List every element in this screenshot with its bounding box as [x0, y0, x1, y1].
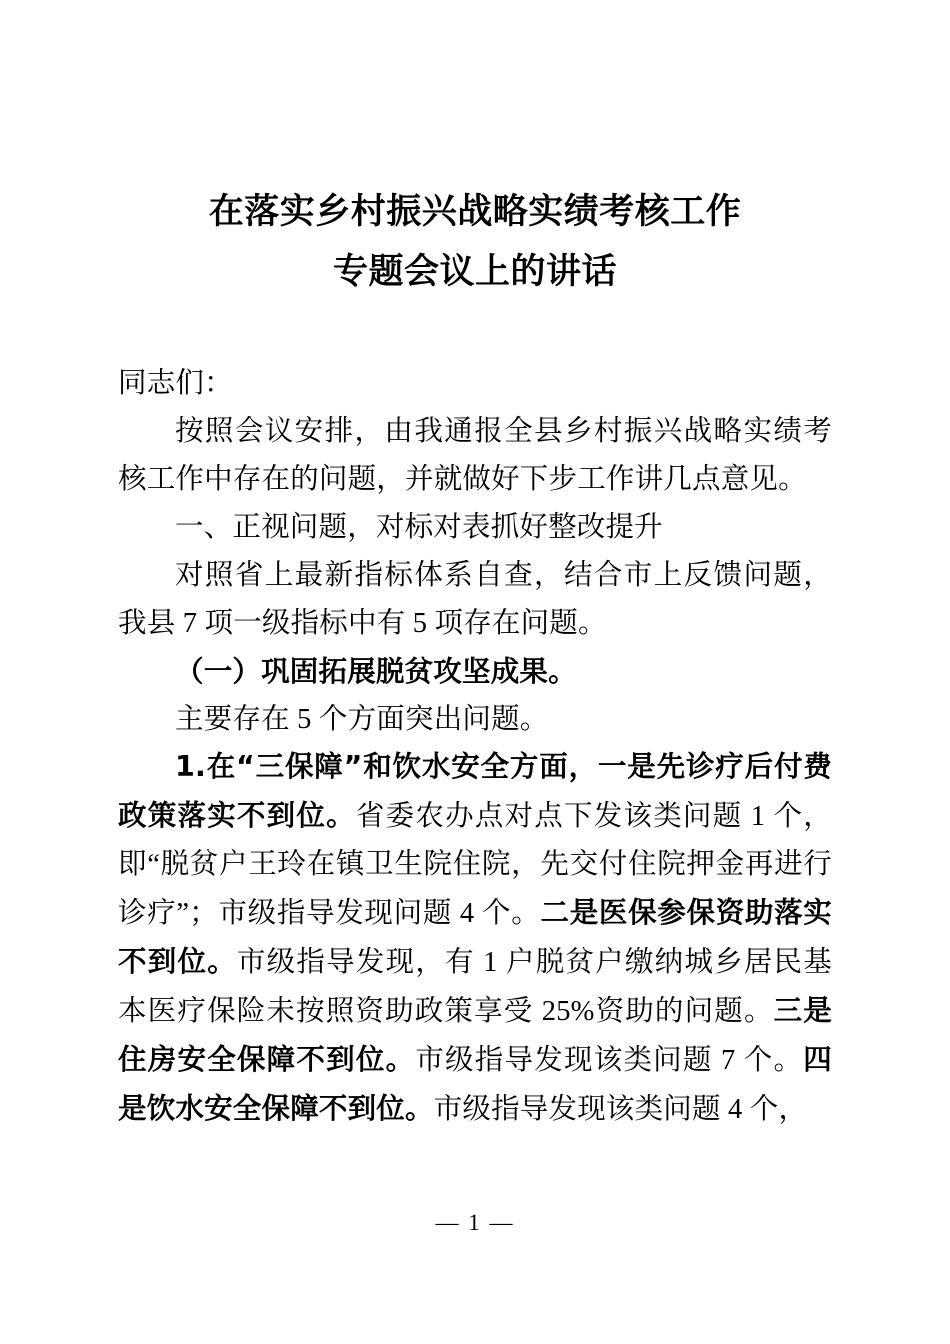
item-1-bold-2: 二是医保参保资助落实不到位。 [118, 896, 832, 978]
page-number: — 1 — [435, 1210, 515, 1235]
salutation: 同志们： [118, 368, 233, 400]
item-1-bold-4: 四是饮水安全保障不到位。 [118, 1042, 832, 1125]
paragraph-intro: 按照会议安排，由我通报全县乡村振兴战略实绩考核工作中存在的问题，并就做好下步工作讲几点意见。 [118, 416, 832, 496]
item-1-text-1: 省委农办点对点下发该类问题 1 个，即“脱贫户王玲在镇卫生院住院，先交付住院押金再进行诊疗”；市级指导发现问题 4 个。 [118, 801, 832, 929]
item-1-text-4: 市级指导发现该类问题 4 个， [433, 1093, 808, 1125]
paragraph-five-issues: 主要存在 5 个方面突出问题。 [175, 703, 549, 735]
paragraph-item-1 [118, 743, 832, 1133]
page-title [118, 0, 832, 302]
item-1-bold-3: 三是住房安全保障不到位。 [118, 993, 833, 1076]
item-1-text-2: 市级指导发现，有 1 户脱贫户缴纳城乡居民基本医疗保险未按照资助政策享受 25%资助的问题。 [118, 946, 832, 1027]
subsection-heading-one: （一）巩固拓展脱贫攻坚成果。 [175, 654, 577, 688]
item-1-text-3: 市级指导发现该类问题 7 个。 [415, 1044, 804, 1076]
title-line-2: 专题会议上的讲话 [332, 252, 617, 293]
paragraph-indicators: 对照省上最新指标体系自查，结合市上反馈问题，我县 7 项一级指标中有 5 项存在问题。 [118, 559, 832, 639]
title-line-1: 在落实乡村振兴战略实绩考核工作 [208, 192, 742, 232]
section-heading-one: 一、正视问题，对标对表抓好整改提升 [175, 512, 663, 543]
document-body [118, 360, 832, 1133]
item-1-lead-bold: 1.在“三保障”和饮水安全方面，一是先诊疗后付费政策落实不到位。 [118, 750, 832, 833]
